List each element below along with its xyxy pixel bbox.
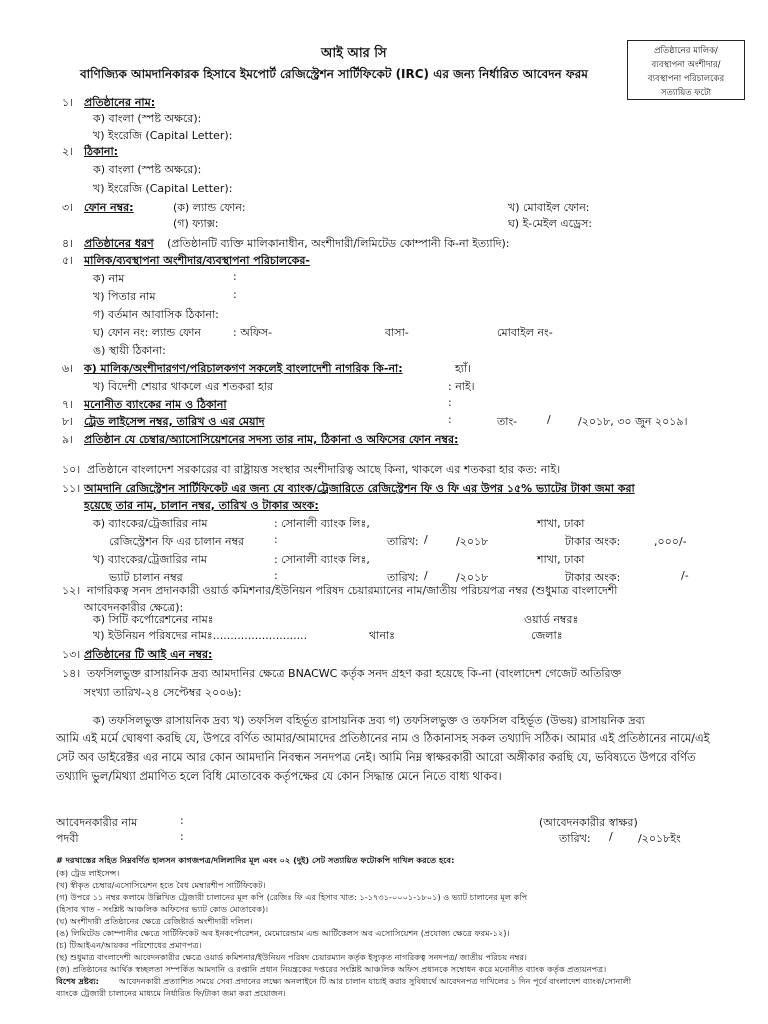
signature-label: (আবেদনকারীর স্বাক্ষর)	[539, 816, 638, 829]
s3-fax-field[interactable]: (গ) ফ্যাক্স:	[173, 217, 219, 230]
s11-date2-year[interactable]: /২০১৮	[456, 571, 489, 584]
s8-colon: :	[448, 413, 452, 426]
s13-number: ১৩।	[62, 648, 81, 661]
signature-date-year[interactable]: /২০১৮ইং	[638, 832, 681, 845]
s11-bank1-label: ক) ব্যাংকের/ট্রেজারির নাম	[93, 517, 208, 530]
photo-box-line-1: প্রতিষ্ঠানের মালিক/	[654, 46, 718, 56]
s11-challan1-colon[interactable]: :	[274, 533, 278, 546]
s5-name-colon[interactable]: :	[233, 270, 237, 283]
s3-mobile-field[interactable]: খ) মোবাইল ফোন:	[508, 201, 590, 214]
s11-title-line1: আমদানি রেজিস্ট্রেশন সার্টিফিকেট এর জন্য যে ব্যাংক/ট্রেজারিতে রেজিস্ট্রেশন ফি ও ফি এর উপর ১৫% ভ্যাটের টাকা জমা করা	[84, 482, 635, 495]
photo-box-line-3: ব্যবস্থাপনা পরিচালকের	[647, 74, 725, 84]
s6-foreign-label: খ) বিদেশী শেয়ার থাকলে এর শতকরা হার	[93, 380, 274, 393]
s13-title: প্রতিষ্ঠানের টি আই এন নম্বর:	[84, 648, 213, 661]
notes-special-label: বিশেষ দ্রষ্টব্য:	[56, 976, 99, 986]
s14-options[interactable]: ক) তফসিলভুক্ত রাসায়নিক দ্রব্য খ) তফসিল বহির্ভূত রাসায়নিক দ্রব্য গ) তফসিলভুক্ত ও তফসিল বহির্ভূত (উভয়) রাসায়নিক দ্রব্য	[93, 714, 645, 727]
notes-item-ja: (জ) প্রতিষ্ঠানের আর্থিক স্বচ্ছলতা সম্পর্কিত আমদানি ও রপ্তানি প্রধান নিয়ন্ত্রকের দপ্তরের সংশ্লিষ্ট আঞ্চলিক অফিস প্রধানকে সম্বোধন করে মনোনীত ব্যাংক কর্তৃক প্রত্যয়নপত্র।	[56, 964, 607, 974]
notes-item-chha: (ছ) শুধুমাত্র বাংলাদেশী আবেদনকারীর ক্ষেত্রে ওয়ার্ড কমিশনার/ইউনিয়ন পরিষদ চেয়ারম্যান কর্তৃক ইস্যুকৃত নাগরিকত্ব সনদপত্র/ জাতীয় পরিচয় নম্বর।	[56, 952, 527, 962]
notes-item-ga-cont: (হিসাব খাত - সংশ্লিষ্ট আঞ্চলিক অফিসের ভ্যাট কোড মোতাবেক)।	[56, 904, 269, 914]
applicant-name-label: আবেদনকারীর নাম	[56, 816, 138, 829]
s12-text-line1: নাগরিকত্ব সনদ প্রদানকারী ওয়ার্ড কমিশনার/ইউনিয়ন পরিষদ চেয়ারম্যানের নাম/জাতীয় পরিচয়পত্র নম্বর (শুধুমাত্র বাংলাদেশী	[87, 584, 618, 597]
s8-date-tail[interactable]: /২০১৮, ৩০ জুন ২০১৯।	[578, 415, 688, 428]
declaration-text: আমি এই মর্মে ঘোষণা করছি যে, উপরে বর্ণিত আমার/আমাদের প্রতিষ্ঠানের নাম ও ঠিকানাসহ সকল তথ্যাদি সঠিক। আমার এই প্রতিষ্ঠানের নামে/এই সেট অব ডাইরেক্টর এর নামে আর কোন আমদানি নিবন্ধন সনদপত্র নেই। আমি নিম্ন স্বাক্ষরকারী আরো অঙ্গীকার করছি যে, ভবিষ্যতে উপরে বর্ণিত তথ্যাদি ভুল/মিথ্যা প্রমাণিত হলে বিধি মোতাবেক কর্তৃপক্ষের যে কোন সিদ্ধান্ত মেনে নিতে বাধ্য থাকব।	[56, 731, 710, 783]
s11-challan1-label: রেজিস্ট্রেশন ফি এর চালান নম্বর	[109, 535, 245, 548]
signature-date-label: তারিখ:	[559, 832, 591, 845]
s12-city-field[interactable]: ক) সিটি কর্পোরেশনের নামঃ	[93, 613, 214, 626]
s1-title: প্রতিষ্ঠানের নাম:	[84, 96, 156, 109]
s1-bangla-field[interactable]: ক) বাংলা (স্পষ্ট অক্ষরে):	[93, 112, 202, 125]
notes-item-ga: (গ) উপরে ১১ নম্বর কলামে উল্লিখিত ট্রেজারী চালানের মূল কপি (রেজিঃ ফি এর হিসাব খাত: ১-১৭৩১-০০০১-১৮০১) ও ভ্যাট চালানের মূল কপি	[56, 892, 528, 902]
s3-title: ফোন নম্বর:	[84, 201, 134, 214]
s6-number: ৬।	[62, 362, 74, 375]
s8-date-slash[interactable]: /	[547, 413, 551, 426]
notes-item-kha: (খ) স্বীকৃত চেম্বার/এসোসিয়েশন হতে বৈধ মেম্বারশীপ সার্টিফিকেট।	[56, 880, 266, 890]
s5-address-field[interactable]: গ) বর্তমান আবাসিক ঠিকানা:	[93, 308, 219, 321]
s6-title: ক) মালিক/অংশীদারগণ/পরিচালকগণ সকলেই বাংলাদেশী নাগরিক কি-না:	[84, 362, 403, 375]
s4-text[interactable]: (প্রতিষ্ঠানটি ব্যক্তি মালিকানাধীন, অংশীদারী/লিমিটেড কোম্পানী কি-না ইত্যাদি):	[167, 237, 510, 250]
s2-title: ঠিকানা:	[84, 145, 119, 158]
s12-text-line2: আবেদনকারীর ক্ষেত্রে):	[84, 601, 184, 614]
s8-number: ৮।	[62, 415, 74, 428]
s11-bank2-value[interactable]: : সোনালী ব্যাংক লিঃ,	[274, 553, 370, 566]
s3-land-phone-field[interactable]: (ক) ল্যান্ড ফোন:	[173, 201, 246, 214]
s5-father-colon[interactable]: :	[233, 288, 237, 301]
designation-label: পদবী	[56, 832, 79, 845]
s14-text-line2: সংখ্যা তারিখ-২৪ সেপ্টেম্বর ২০০৬):	[84, 686, 242, 699]
applicant-name-colon[interactable]: :	[180, 814, 184, 827]
s7-colon[interactable]: :	[448, 396, 452, 409]
s5-phone-label: ঘ) ফোন নং: ল্যান্ড ফোন	[93, 326, 201, 339]
s11-date1-year[interactable]: /২০১৮	[456, 535, 489, 548]
photo-box	[627, 40, 745, 100]
s11-challan2-colon[interactable]: :	[274, 569, 278, 582]
notes-item-cha: (চ) টিআইএন/আয়কর পরিশোধের প্রমাণপত্র।	[56, 940, 202, 950]
photo-box-line-4: সত্যায়িত ফটো	[660, 88, 712, 98]
s1-english-field[interactable]: খ) ইংরেজি (Capital Letter):	[93, 129, 233, 142]
s5-home-field[interactable]: বাসা-	[385, 326, 409, 339]
s11-date1-label: তারিখ:	[387, 535, 419, 548]
s9-number: ৯।	[62, 433, 74, 446]
s12-union-field[interactable]: খ) ইউনিয়ন পরিষদের নামঃ...........................	[93, 629, 308, 642]
s14-number: ১৪।	[62, 667, 81, 680]
s9-title: প্রতিষ্ঠান যে চেম্বার/অ্যাসোসিয়েশনের সদস্য তার নাম, ঠিকানা ও অফিসের ফোন নম্বর:	[84, 433, 459, 446]
s11-bank2-label: খ) ব্যাংকের/ট্রেজারির নাম	[93, 553, 208, 566]
notes-special-text-2: ব্যাংকে ট্রেজারী চালানের মাধ্যমে নির্ধারিত ফি/টাকা জমা করা প্রয়োজন।	[56, 988, 286, 998]
s5-number: ৫।	[62, 254, 74, 267]
photo-box-line-2: ব্যবস্থাপনা অংশীদার/	[651, 60, 721, 70]
s11-challan2-label: ভ্যাট চালান নম্বর	[109, 571, 183, 584]
s5-permanent-field[interactable]: ঙ) স্থায়ী ঠিকানা:	[93, 344, 166, 357]
s7-number: ৭।	[62, 398, 74, 411]
designation-colon[interactable]: :	[180, 830, 184, 843]
notes-item-gha: (ঘ) অংশীদারী প্রতিষ্ঠানের ক্ষেত্রে রেজিষ্টার্ড অংশীদারী দলিল।	[56, 916, 253, 926]
s11-branch2[interactable]: শাখা, ঢাকা	[537, 553, 585, 566]
s8-date-label: তাং-	[497, 415, 518, 428]
s14-text-line1: তফসিলভুক্ত রাসায়নিক দ্রব্য আমদানির ক্ষেত্রে BNACWC কর্তৃক সনদ গ্রহণ করা হয়েছে কি-না (বাংলাদেশ গেজেট অতিরিক্ত	[87, 667, 622, 680]
s11-amount1-value[interactable]: ,০০০/-	[654, 535, 687, 548]
s6-foreign-answer[interactable]: : নাই।	[448, 380, 475, 393]
s11-number: ১১।	[62, 482, 81, 495]
form-title: আই আর সি	[321, 46, 387, 61]
s11-title-line2: হয়েছে তার নাম, চালান নম্বর, তারিখ ও টাকার অংক:	[84, 499, 319, 512]
s5-mobile-field[interactable]: মোবাইল নং-	[497, 326, 553, 339]
notes-heading: # দরখাস্তের সহিত নিম্নবর্ণিত হালসন কাগজপত্র/দলিলাদির মূল এবং ০২ (দুই) সেট সত্যায়িত ফটোকপি দাখিল করতে হবে:	[56, 855, 455, 865]
s2-number: ২।	[62, 145, 74, 158]
s5-name-label: ক) নাম	[93, 272, 125, 285]
s12-district-field[interactable]: জেলাঃ	[531, 629, 563, 642]
s7-title: মনোনীত ব্যাংকের নাম ও ঠিকানা	[84, 398, 227, 411]
s12-ward-field[interactable]: ওয়ার্ড নম্বরঃ	[524, 613, 579, 626]
s1-number: ১।	[62, 96, 74, 109]
s12-number: ১২।	[62, 584, 81, 597]
signature-date-slash[interactable]: /	[609, 830, 613, 843]
s10-number: ১০।	[62, 463, 81, 476]
s11-amount1-label: টাকার অংক:	[565, 535, 621, 548]
s10-text[interactable]: প্রতিষ্ঠানে বাংলাদেশ সরকারের বা রাষ্ট্রায়ত্ত সংস্থার অংশীদারিত্ব আছে কিনা, থাকলে এর শতকরা হার কত: নাই।	[87, 463, 561, 476]
s3-number: ৩।	[62, 201, 74, 214]
notes-item-ka: (ক) ট্রেড লাইসেন্স।	[56, 868, 120, 878]
s2-english-field[interactable]: খ) ইংরেজি (Capital Letter):	[93, 182, 233, 195]
s11-amount2-value[interactable]: /-	[681, 569, 689, 582]
s11-amount2-label: টাকার অংক:	[565, 571, 621, 584]
s5-father-label: খ) পিতার নাম	[93, 290, 156, 303]
s8-title: ট্রেড লাইসেন্স নম্বর, তারিখ ও এর মেয়াদ	[84, 415, 265, 428]
s11-date1-slash[interactable]: /	[424, 533, 428, 546]
s11-date2-label: তারিখ:	[387, 571, 419, 584]
s3-email-field[interactable]: ঘ) ই-মেইল এড্রেস:	[508, 217, 593, 230]
form-subtitle: বাণিজ্যিক আমদানিকারক হিসাবে ইমপোর্ট রেজিস্ট্রেশন সার্টিফিকেট (IRC) এর জন্য নির্ধারিত আবেদন ফরম	[80, 67, 588, 81]
s5-office-field[interactable]: : অফিস-	[233, 326, 273, 339]
s4-title: প্রতিষ্ঠানের ধরণ	[84, 237, 154, 250]
s5-title: মালিক/ব্যবস্থাপনা অংশীদার/ব্যবস্থাপনা পরিচালকের-	[84, 254, 310, 267]
s2-bangla-field[interactable]: ক) বাংলা (স্পষ্ট অক্ষরে):	[93, 163, 202, 176]
s12-thana-field[interactable]: থানাঃ	[369, 629, 395, 642]
notes-special-text: আবেদনকারী প্রত্যাশিত সময়ে সেবা প্রদানের লক্ষ্যে অনলাইনে টি আর চালান যাচাই করার সুবিধার্থে আবেদনপত্র দাখিলের ১ দিন পূর্বে বাংলাদেশ ব্যাংক/সোনালী	[119, 976, 632, 986]
s11-date2-slash[interactable]: /	[424, 569, 428, 582]
s6-answer[interactable]: হ্যাঁ।	[455, 362, 472, 375]
notes-item-umo: (ঙ) লিমিটেড কোম্পানীর ক্ষেত্রে সার্টিফিকেট অব ইনকর্পোরেশন, মেমোরেন্ডাম এন্ড আর্টিকেলস অব এসোসিয়েশন (প্রযোজ্য ক্ষেত্রে ফরম-১২)।	[56, 928, 510, 938]
s4-number: ৪।	[62, 237, 74, 250]
s11-branch1[interactable]: শাখা, ঢাকা	[537, 517, 585, 530]
s11-bank1-value[interactable]: : সোনালী ব্যাংক লিঃ,	[274, 517, 370, 530]
